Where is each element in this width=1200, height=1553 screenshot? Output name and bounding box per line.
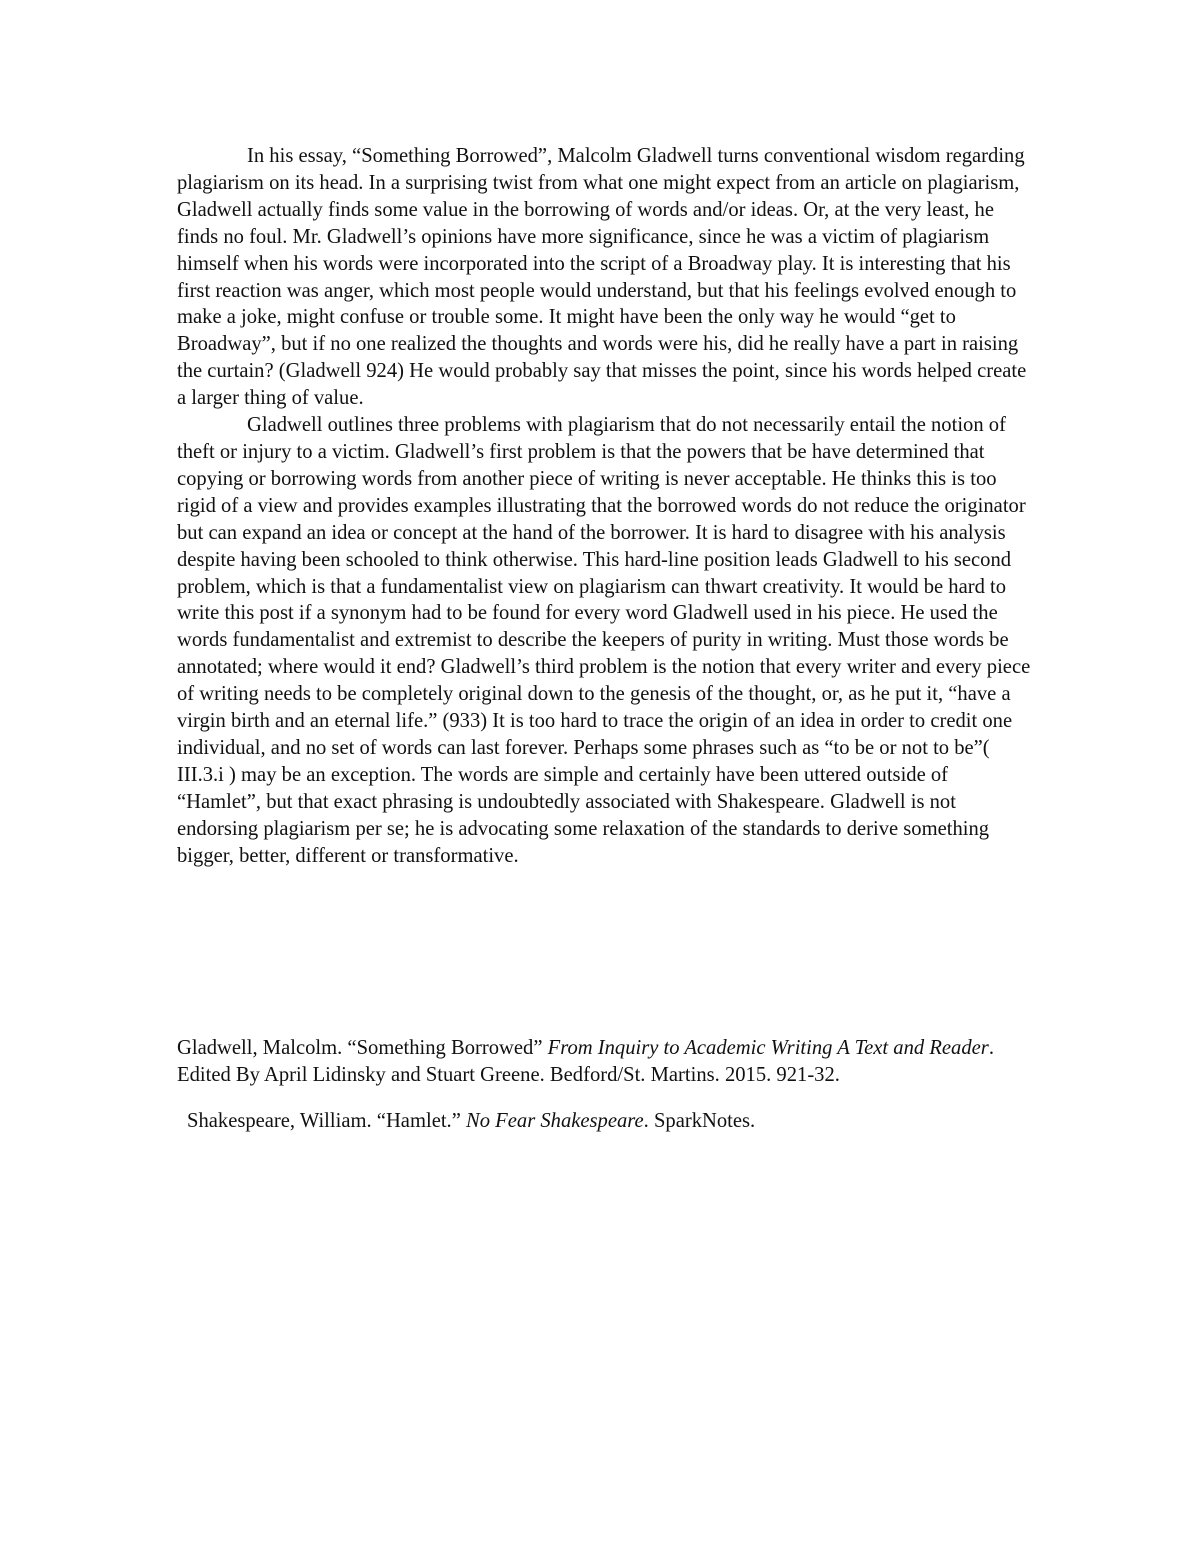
essay-paragraph-2: Gladwell outlines three problems with plagiarism that do not necessarily entail the notion of theft or injury to a victim. Gladwell’s first problem is that the powers that be have determined that copying or borrowing words from another piece of writing is never acceptable. He thinks this is too rigid of a view and provides examples illustrating that the borrowed words do not reduce the originator but can expand an idea or concept at the hand of the borrower. It is hard to disagree with his analysis despite having been schooled to think otherwise. This hard-line position leads Gladwell to his second problem, which is that a fundamentalist view on plagiarism can thwart creativity. It would be hard to write this post if a synonym had to be found for every word Gladwell used in his piece. He used the words fundamentalist and extremist to describe the keepers of purity in writing. Must those words be annotated; where would it end? Gladwell’s third problem is the notion that every writer and every piece of writing needs to be completely original down to the genesis of the thought, or, as he put it, “have a virgin birth and an eternal life.” (933) It is too hard to trace the origin of an idea in order to credit one individual, and no set of words can last forever. Perhaps some phrases such as “to be or not to be”( III.3.i ) may be an exception. The words are simple and certainly have been uttered outside of “Hamlet”, but that exact phrasing is undoubtedly associated with Shakespeare. Gladwell is not endorsing plagiarism per se; he is advocating some relaxation of the standards to derive something bigger, better, different or transformative. bbox=[177, 414, 1031, 867]
citation-gladwell-lead: Gladwell, Malcolm. “Something Borrowed” bbox=[177, 1037, 548, 1059]
citation-shakespeare-title: No Fear Shakespeare bbox=[466, 1109, 644, 1132]
essay-body bbox=[177, 143, 1037, 869]
citation-gladwell-title: From Inquiry to Academic Writing A Text and Reader bbox=[547, 1037, 989, 1059]
essay-paragraph-1: In his essay, “Something Borrowed”, Malcolm Gladwell turns conventional wisdom regarding plagiarism on its head. In a surprising twist from what one might expect from an article on plagiarism, Gladwell actually finds some value in the borrowing of words and/or ideas. Or, at the very least, he finds no foul. Mr. Gladwell’s opinions have more significance, since he was a victim of plagiarism himself when his words were incorporated into the script of a Broadway play. It is interesting that his first reaction was anger, which most people would understand, but that his feelings evolved enough to make a joke, might confuse or trouble some. It might have been the only way he would “get to Broadway”, but if no one realized the thoughts and words were his, did he really have a part in raising the curtain? (Gladwell 924) He would probably say that misses the point, since his words helped create a larger thing of value. bbox=[177, 145, 1027, 410]
works-cited bbox=[177, 1035, 1037, 1135]
citation-shakespeare-tail: . SparkNotes. bbox=[643, 1109, 756, 1132]
citation-shakespeare bbox=[177, 1108, 1037, 1135]
citation-gladwell-tail: . Edited By April Lidinsky and Stuart Greene. Bedford/St. Martins. 2015. 921-32. bbox=[177, 1037, 994, 1086]
citation-shakespeare-lead: Shakespeare, William. “Hamlet.” bbox=[187, 1109, 466, 1132]
citation-gladwell bbox=[177, 1035, 1037, 1089]
